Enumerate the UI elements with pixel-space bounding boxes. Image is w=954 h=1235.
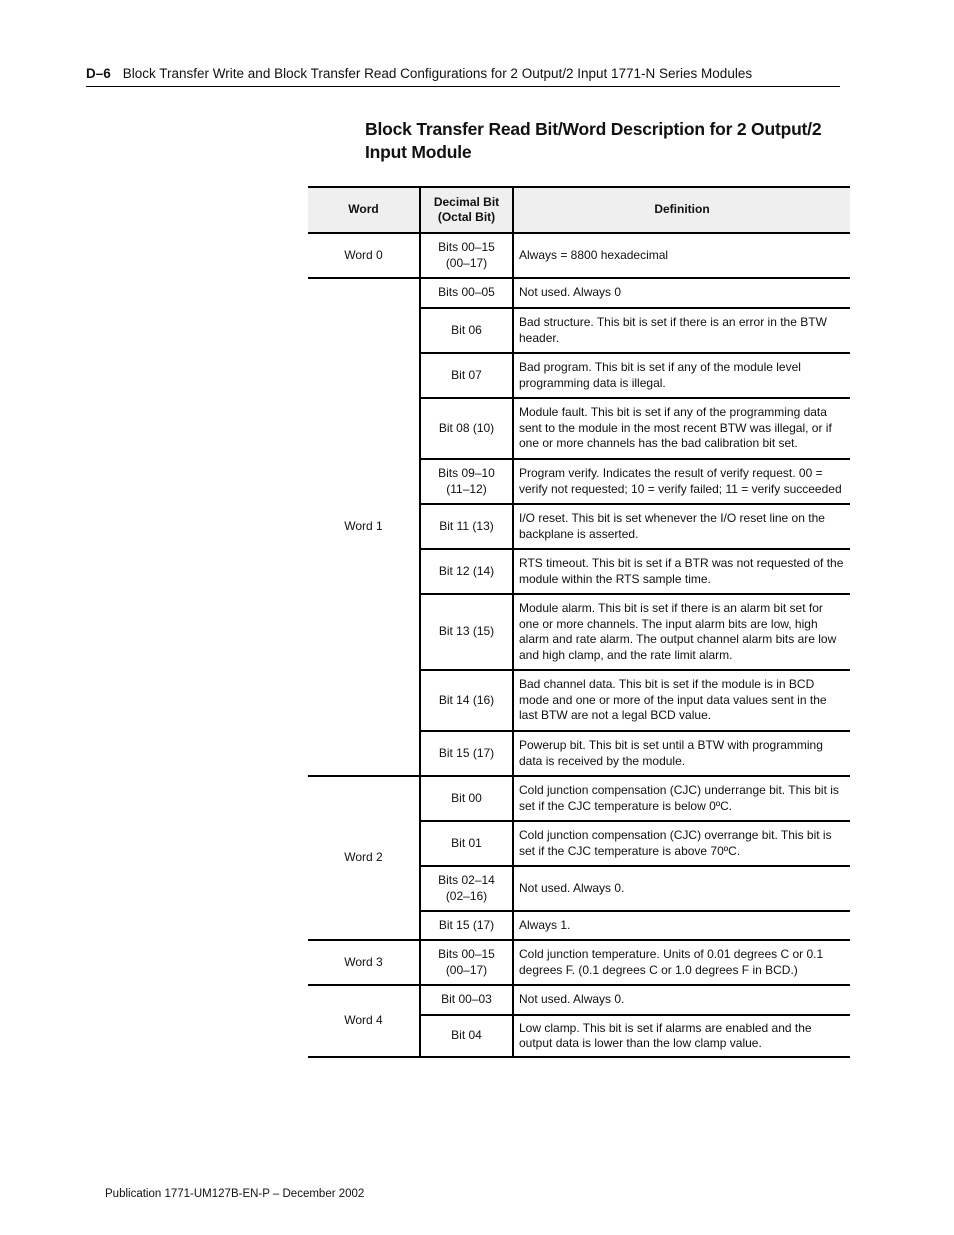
bit-label: Bits 00–15 (00–17) (438, 240, 495, 270)
bit-label: Bits 00–15 (00–17) (438, 947, 495, 977)
definition-cell: I/O reset. This bit is set whenever the I/O reset line on the backplane is asserted. (513, 504, 850, 549)
word-cell: Word 3 (308, 940, 420, 985)
word-cell: Word 1 (308, 278, 420, 776)
definition-cell: Cold junction temperature. Units of 0.01 degrees C or 0.1 degrees F. (0.1 degrees C or 1.0 degrees F in BCD.) (513, 940, 850, 985)
bit-cell (420, 278, 513, 308)
definition-cell: Low clamp. This bit is set if alarms are enabled and the output data is lower than the low clamp value. (513, 1015, 850, 1057)
definition-cell: Module fault. This bit is set if any of the programming data sent to the module in the most recent BTW was illegal, or if one or more channels has the bad calibration bit set. (513, 398, 850, 459)
bit-cell (420, 504, 513, 549)
table-row (308, 233, 850, 278)
word-cell: Word 2 (308, 776, 420, 940)
bit-cell (420, 776, 513, 821)
definition-cell: Always = 8800 hexadecimal (513, 233, 850, 278)
bit-cell (420, 940, 513, 985)
bit-cell (420, 353, 513, 398)
definition-cell: Not used. Always 0 (513, 278, 850, 308)
bit-label: Bit 13 (15) (438, 624, 495, 639)
bit-word-table (308, 186, 850, 1058)
definition-cell: RTS timeout. This bit is set if a BTR was not requested of the module within the RTS sample time. (513, 549, 850, 594)
bit-label: Bit 06 (451, 322, 482, 337)
bit-label: Bit 11 (13) (439, 518, 494, 533)
bit-cell (420, 985, 513, 1015)
table-row (308, 985, 850, 1015)
definition-cell: Bad structure. This bit is set if there is an error in the BTW header. (513, 308, 850, 353)
bit-cell (420, 459, 513, 504)
definition-cell: Bad channel data. This bit is set if the module is in BCD mode and one or more of the input data values sent in the last BTW are not a legal BCD value. (513, 670, 850, 731)
bit-label: Bit 15 (17) (438, 745, 495, 760)
bit-cell (420, 233, 513, 278)
bit-label: Bit 14 (16) (438, 692, 495, 707)
bit-label: Bit 00 (451, 790, 482, 805)
definition-cell: Not used. Always 0. (513, 985, 850, 1015)
bit-label: Bit 00–03 (441, 992, 492, 1007)
bit-cell (420, 866, 513, 911)
bit-label: Bit 04 (451, 1028, 482, 1043)
bit-cell (420, 594, 513, 670)
footer-publication: Publication 1771-UM127B-EN-P – December 2002 (105, 1188, 365, 1200)
definition-cell: Not used. Always 0. (513, 866, 850, 911)
definition-cell: Cold junction compensation (CJC) overrange bit. This bit is set if the CJC temperature is above 70ºC. (513, 821, 850, 866)
bit-cell (420, 821, 513, 866)
definition-cell: Program verify. Indicates the result of verify request. 00 = verify not requested; 10 = verify failed; 11 = verify succeeded (513, 459, 850, 504)
word-cell: Word 4 (308, 985, 420, 1057)
definition-cell: Powerup bit. This bit is set until a BTW with programming data is received by the module. (513, 731, 850, 776)
bit-label: Bits 09–10 (11–12) (438, 466, 495, 496)
bit-label: Bit 01 (451, 835, 482, 850)
bit-cell (420, 731, 513, 776)
definition-cell: Always 1. (513, 911, 850, 940)
table-row (308, 278, 850, 308)
column-header-bit (420, 187, 513, 233)
table-row (308, 776, 850, 821)
running-title: Block Transfer Write and Block Transfer Read Configurations for 2 Output/2 Input 1771-N Series Modules (122, 66, 753, 81)
bit-cell (420, 1015, 513, 1057)
bit-label: Bit 07 (451, 367, 482, 382)
bit-cell (420, 911, 513, 940)
page-number: D–6 (86, 66, 111, 81)
table-row (308, 940, 850, 985)
bit-label: Bit 15 (17) (438, 917, 495, 932)
definition-cell: Bad program. This bit is set if any of the module level programming data is illegal. (513, 353, 850, 398)
column-header-word: Word (308, 187, 420, 233)
definition-cell: Module alarm. This bit is set if there is an alarm bit set for one or more channels. The input alarm bits are low, high alarm and rate alarm. The output channel alarm bits are low and high clamp, and the rate limit alarm. (513, 594, 850, 670)
bit-label: Bit 12 (14) (438, 563, 495, 578)
bit-cell (420, 398, 513, 459)
table-header-row (308, 187, 850, 233)
bit-label: Bits 02–14 (02–16) (438, 873, 495, 903)
definition-cell: Cold junction compensation (CJC) underrange bit. This bit is set if the CJC temperature is below 0ºC. (513, 776, 850, 821)
column-header-bit-label: Decimal Bit (Octal Bit) (433, 194, 500, 224)
bit-label: Bit 08 (10) (438, 420, 495, 435)
column-header-definition: Definition (513, 187, 850, 233)
word-cell: Word 0 (308, 233, 420, 278)
section-title: Block Transfer Read Bit/Word Description for 2 Output/2 Input Module (365, 119, 822, 162)
bit-cell (420, 670, 513, 731)
table-body (308, 233, 850, 1057)
running-header (86, 64, 840, 87)
bit-cell (420, 549, 513, 594)
bit-label: Bits 00–05 (438, 285, 495, 300)
bit-cell (420, 308, 513, 353)
